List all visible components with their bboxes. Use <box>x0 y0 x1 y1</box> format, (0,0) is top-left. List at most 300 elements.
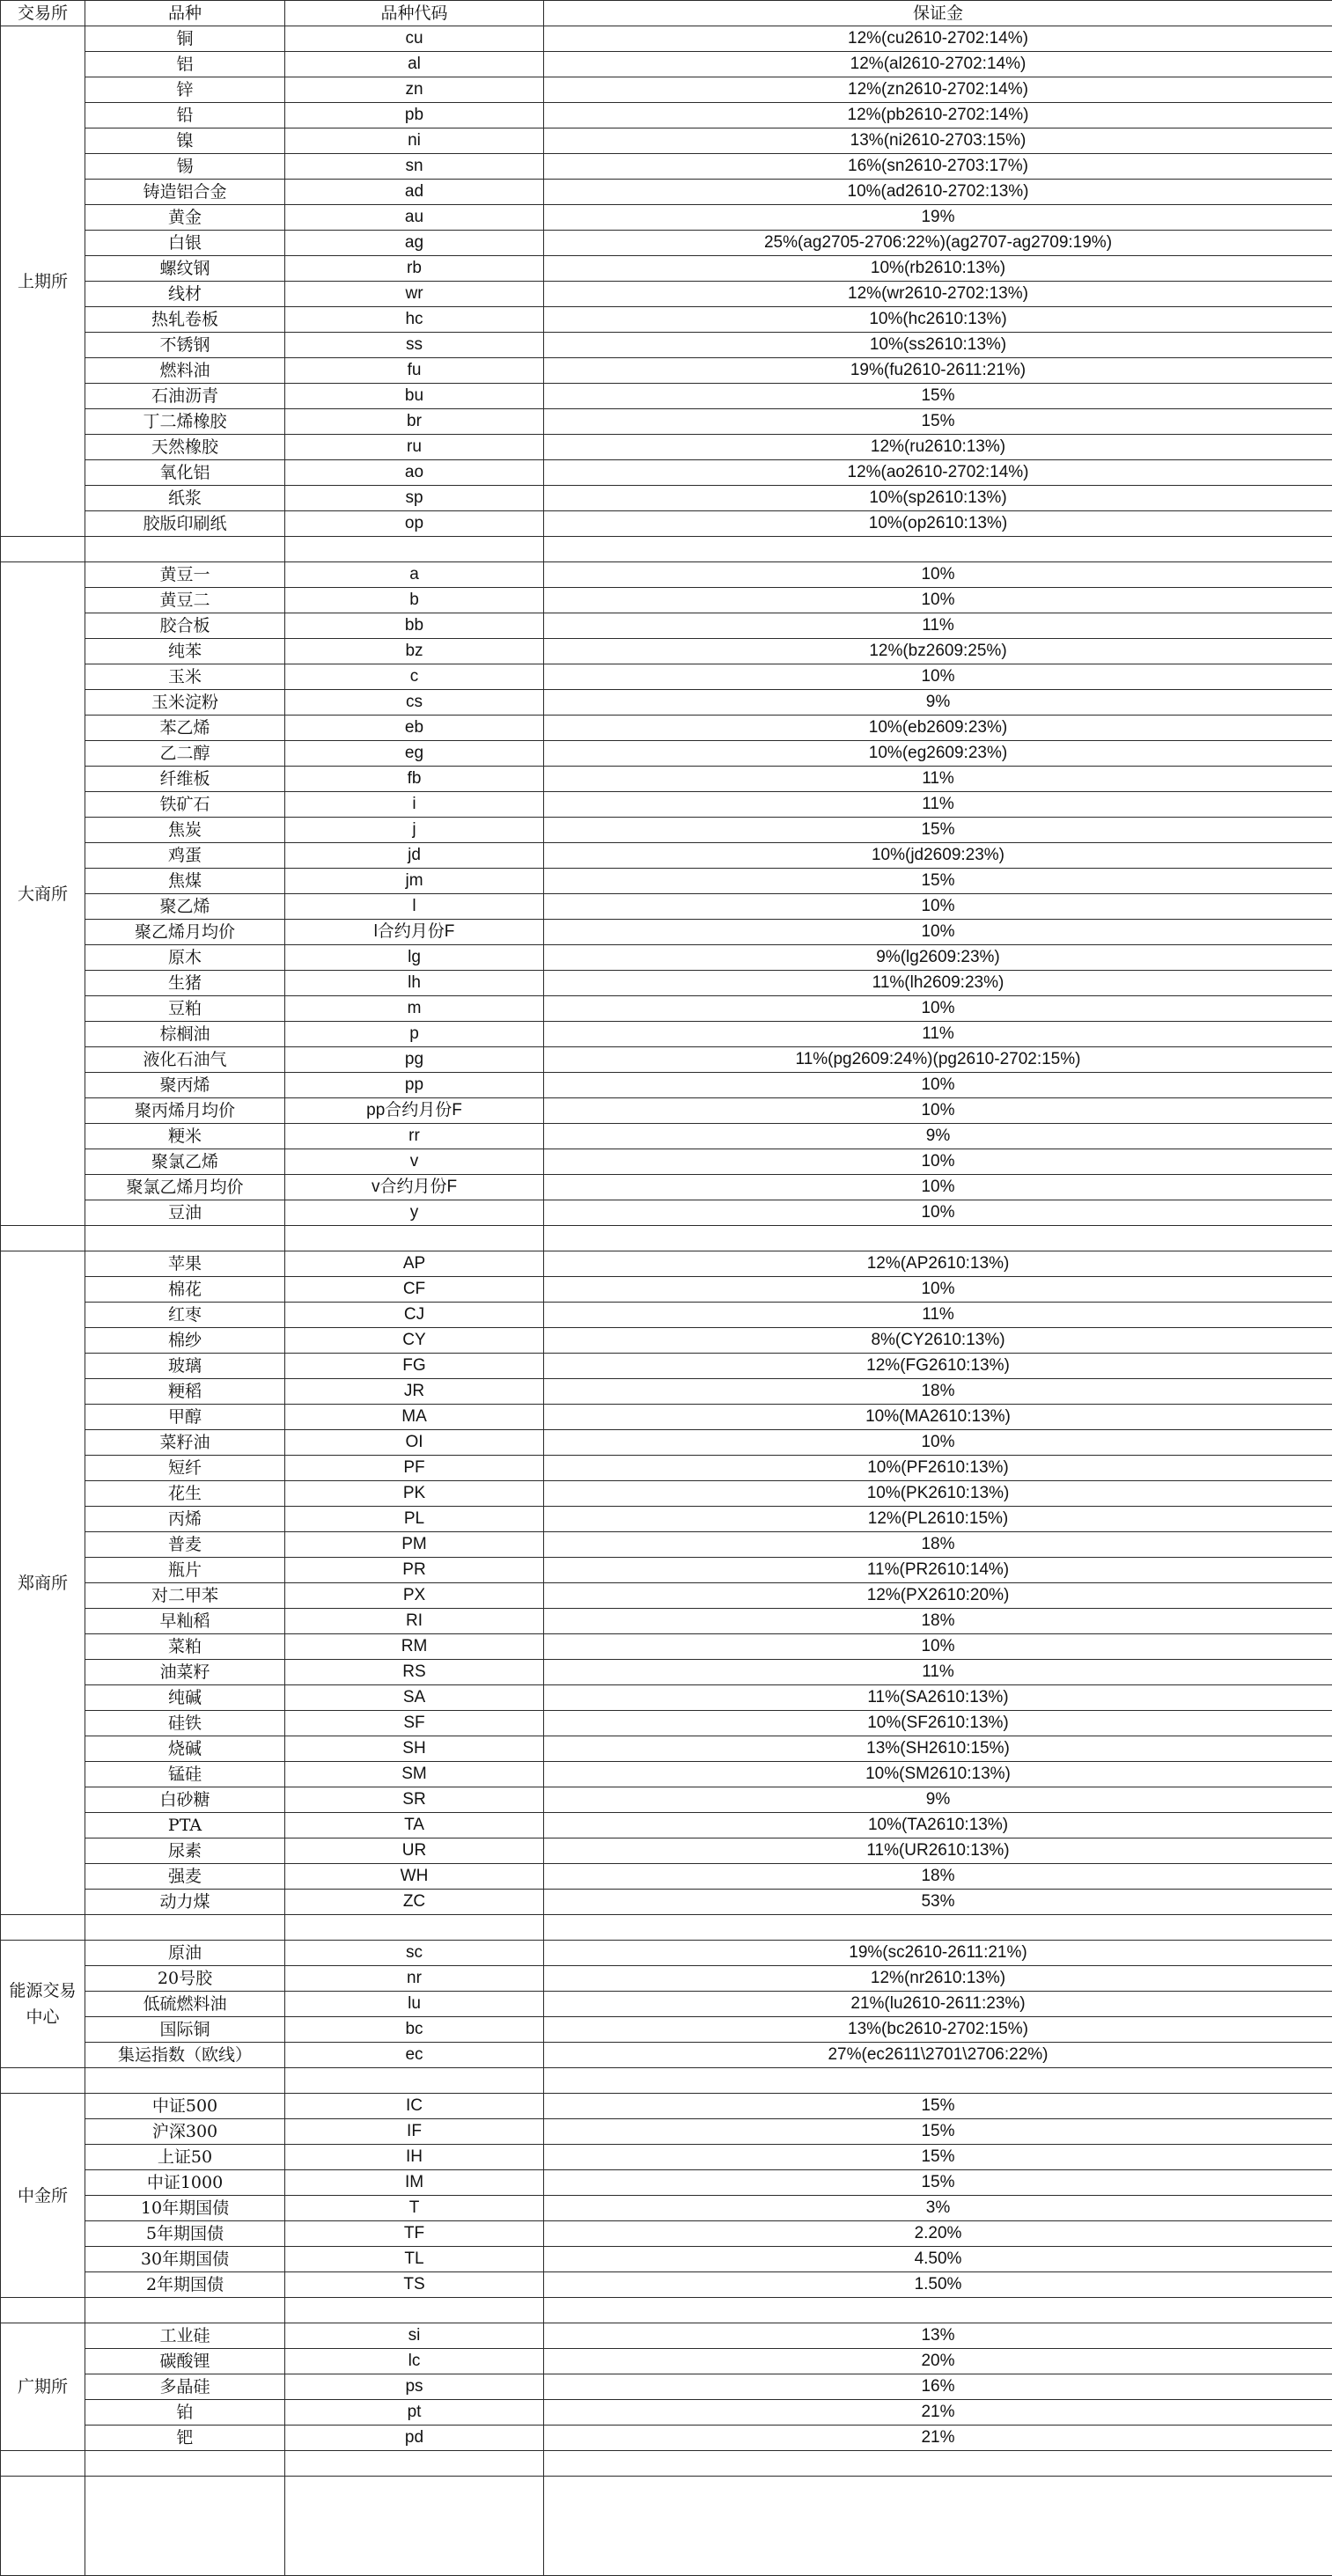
margin-cell: 27%(ec2611\2701\2706:22%) <box>544 2043 1332 2068</box>
table-row <box>1 2221 1332 2247</box>
margin-cell: 10% <box>544 1277 1332 1303</box>
margin-cell: 13%(ni2610-2703:15%) <box>544 128 1332 154</box>
table-row <box>1 2170 1332 2196</box>
table-row <box>1 2043 1332 2068</box>
table-row <box>1 767 1332 792</box>
product-code-cell: m <box>285 996 544 1022</box>
table-row <box>1 1379 1332 1405</box>
product-code-cell: pb <box>285 103 544 128</box>
product-code-cell: y <box>285 1200 544 1226</box>
header-code: 品种代码 <box>285 1 544 26</box>
product-code-cell: sn <box>285 154 544 180</box>
product-name-cell: 原油 <box>85 1941 285 1966</box>
margin-cell: 11%(lh2609:23%) <box>544 971 1332 996</box>
margin-cell: 12%(bz2609:25%) <box>544 639 1332 664</box>
table-row <box>1 1711 1332 1736</box>
product-name-cell: 铂 <box>85 2400 285 2426</box>
table-row <box>1 384 1332 409</box>
product-code-cell: ni <box>285 128 544 154</box>
product-name-cell: 中证1000 <box>85 2170 285 2196</box>
product-code-cell: br <box>285 409 544 435</box>
product-name-cell: 碳酸锂 <box>85 2349 285 2374</box>
table-row <box>1 869 1332 894</box>
empty-cell <box>85 2451 285 2477</box>
product-code-cell: hc <box>285 307 544 333</box>
product-code-cell: CF <box>285 1277 544 1303</box>
product-code-cell: lu <box>285 1992 544 2017</box>
product-name-cell: 纯碱 <box>85 1685 285 1711</box>
product-name-cell: 铜 <box>85 26 285 52</box>
margin-cell: 12%(PX2610:20%) <box>544 1583 1332 1609</box>
product-name-cell: 30年期国债 <box>85 2247 285 2272</box>
table-row <box>1 1456 1332 1481</box>
product-code-cell: bz <box>285 639 544 664</box>
product-name-cell: 20号胶 <box>85 1966 285 1992</box>
product-code-cell: AP <box>285 1251 544 1277</box>
product-code-cell: IF <box>285 2119 544 2145</box>
exchange-cell: 上期所 <box>1 26 85 537</box>
product-code-cell: pp合约月份F <box>285 1098 544 1124</box>
table-row <box>1 511 1332 537</box>
product-code-cell: zn <box>285 77 544 103</box>
table-row <box>1 1175 1332 1200</box>
separator-row <box>1 537 1332 562</box>
table-row <box>1 1532 1332 1558</box>
empty-cell <box>544 2298 1332 2323</box>
empty-cell <box>85 1226 285 1251</box>
table-row <box>1 409 1332 435</box>
table-row <box>1 2094 1332 2119</box>
margin-cell: 16%(sn2610-2703:17%) <box>544 154 1332 180</box>
margin-cell: 10% <box>544 1634 1332 1660</box>
table-row <box>1 1890 1332 1915</box>
product-name-cell: 锰硅 <box>85 1762 285 1787</box>
separator-row <box>1 2451 1332 2477</box>
table-body <box>1 26 1332 2477</box>
table-row <box>1 103 1332 128</box>
product-name-cell: 镍 <box>85 128 285 154</box>
table-row <box>1 256 1332 282</box>
product-code-cell: l合约月份F <box>285 920 544 945</box>
product-name-cell: 黄豆二 <box>85 588 285 613</box>
table-row <box>1 1813 1332 1838</box>
product-code-cell: SH <box>285 1736 544 1762</box>
margin-cell: 1.50% <box>544 2272 1332 2298</box>
table-row <box>1 690 1332 716</box>
product-name-cell: 普麦 <box>85 1532 285 1558</box>
table-row <box>1 1073 1332 1098</box>
product-name-cell: 聚氯乙烯月均价 <box>85 1175 285 1200</box>
margin-cell: 16% <box>544 2374 1332 2400</box>
margin-cell: 15% <box>544 818 1332 843</box>
product-name-cell: 上证50 <box>85 2145 285 2170</box>
product-name-cell: 胶版印刷纸 <box>85 511 285 537</box>
margin-cell: 15% <box>544 2145 1332 2170</box>
table-row <box>1 1354 1332 1379</box>
empty-cell <box>85 537 285 562</box>
table-row <box>1 1966 1332 1992</box>
product-code-cell: lh <box>285 971 544 996</box>
table-row <box>1 205 1332 231</box>
table-row <box>1 486 1332 511</box>
product-code-cell: si <box>285 2323 544 2349</box>
product-code-cell: rb <box>285 256 544 282</box>
product-name-cell: 铅 <box>85 103 285 128</box>
margin-cell: 9% <box>544 1787 1332 1813</box>
table-row <box>1 2426 1332 2451</box>
table-row <box>1 945 1332 971</box>
product-name-cell: 乙二醇 <box>85 741 285 767</box>
table-row <box>1 1303 1332 1328</box>
product-name-cell: 铁矿石 <box>85 792 285 818</box>
product-name-cell: 天然橡胶 <box>85 435 285 460</box>
product-name-cell: 国际铜 <box>85 2017 285 2043</box>
margin-cell: 11%(SA2610:13%) <box>544 1685 1332 1711</box>
empty-cell <box>285 2298 544 2323</box>
product-code-cell: OI <box>285 1430 544 1456</box>
margin-cell: 10%(SF2610:13%) <box>544 1711 1332 1736</box>
product-name-cell: 动力煤 <box>85 1890 285 1915</box>
empty-cell <box>1 1915 85 1941</box>
exchange-cell: 能源交易中心 <box>1 1941 85 2068</box>
product-code-cell: RI <box>285 1609 544 1634</box>
product-code-cell: p <box>285 1022 544 1047</box>
margin-cell: 21% <box>544 2400 1332 2426</box>
product-name-cell: 玉米淀粉 <box>85 690 285 716</box>
table-row <box>1 1634 1332 1660</box>
margin-cell: 10% <box>544 1175 1332 1200</box>
empty-cell <box>1 2477 85 2576</box>
header-row <box>1 1 1332 26</box>
product-name-cell: 鸡蛋 <box>85 843 285 869</box>
margin-cell: 12%(ru2610:13%) <box>544 435 1332 460</box>
product-code-cell: TS <box>285 2272 544 2298</box>
margin-cell: 12%(FG2610:13%) <box>544 1354 1332 1379</box>
product-code-cell: ZC <box>285 1890 544 1915</box>
product-code-cell: v合约月份F <box>285 1175 544 1200</box>
product-code-cell: bb <box>285 613 544 639</box>
table-row <box>1 1762 1332 1787</box>
product-name-cell: 白银 <box>85 231 285 256</box>
margin-cell: 15% <box>544 2170 1332 2196</box>
product-name-cell: 低硫燃料油 <box>85 1992 285 2017</box>
margin-cell: 10%(SM2610:13%) <box>544 1762 1332 1787</box>
product-name-cell: 花生 <box>85 1481 285 1507</box>
table-row <box>1 716 1332 741</box>
margin-cell: 10% <box>544 664 1332 690</box>
table-row <box>1 52 1332 77</box>
table-row <box>1 1736 1332 1762</box>
product-name-cell: 强麦 <box>85 1864 285 1890</box>
table-row <box>1 1941 1332 1966</box>
margin-cell: 12%(zn2610-2702:14%) <box>544 77 1332 103</box>
product-name-cell: 黄豆一 <box>85 562 285 588</box>
exchange-cell: 大商所 <box>1 562 85 1226</box>
product-code-cell: IH <box>285 2145 544 2170</box>
table-row <box>1 2196 1332 2221</box>
product-code-cell: sp <box>285 486 544 511</box>
product-name-cell: 粳稻 <box>85 1379 285 1405</box>
margin-cell: 10%(jd2609:23%) <box>544 843 1332 869</box>
product-code-cell: IM <box>285 2170 544 2196</box>
table-row <box>1 2272 1332 2298</box>
product-code-cell: UR <box>285 1838 544 1864</box>
margin-cell: 9%(lg2609:23%) <box>544 945 1332 971</box>
product-name-cell: 热轧卷板 <box>85 307 285 333</box>
product-code-cell: PM <box>285 1532 544 1558</box>
table-row <box>1 333 1332 358</box>
margin-cell: 12%(nr2610:13%) <box>544 1966 1332 1992</box>
margin-cell: 11% <box>544 1303 1332 1328</box>
product-code-cell: ps <box>285 2374 544 2400</box>
table-row <box>1 996 1332 1022</box>
margin-cell: 11% <box>544 1022 1332 1047</box>
table-row <box>1 1609 1332 1634</box>
margin-cell: 10% <box>544 1200 1332 1226</box>
product-name-cell: 聚乙烯 <box>85 894 285 920</box>
margin-cell: 10% <box>544 920 1332 945</box>
margin-cell: 18% <box>544 1609 1332 1634</box>
product-code-cell: PF <box>285 1456 544 1481</box>
product-name-cell: 10年期国债 <box>85 2196 285 2221</box>
product-code-cell: ss <box>285 333 544 358</box>
margin-cell: 10%(MA2610:13%) <box>544 1405 1332 1430</box>
margin-cell: 10% <box>544 894 1332 920</box>
table-row <box>1 1992 1332 2017</box>
table-row <box>1 792 1332 818</box>
product-name-cell: 铸造铝合金 <box>85 180 285 205</box>
product-code-cell: pt <box>285 2400 544 2426</box>
table-row <box>1 818 1332 843</box>
table-row <box>1 1200 1332 1226</box>
product-code-cell: op <box>285 511 544 537</box>
product-code-cell: eg <box>285 741 544 767</box>
margin-cell: 11% <box>544 613 1332 639</box>
margin-cell: 10%(PF2610:13%) <box>544 1456 1332 1481</box>
margin-cell: 15% <box>544 409 1332 435</box>
margin-cell: 15% <box>544 384 1332 409</box>
product-code-cell: WH <box>285 1864 544 1890</box>
product-code-cell: jm <box>285 869 544 894</box>
product-name-cell: 白砂糖 <box>85 1787 285 1813</box>
product-code-cell: PL <box>285 1507 544 1532</box>
margin-cell: 8%(CY2610:13%) <box>544 1328 1332 1354</box>
product-code-cell: rr <box>285 1124 544 1149</box>
table-row <box>1 1583 1332 1609</box>
empty-cell <box>544 1915 1332 1941</box>
product-code-cell: FG <box>285 1354 544 1379</box>
margin-cell: 10%(hc2610:13%) <box>544 307 1332 333</box>
product-name-cell: 不锈钢 <box>85 333 285 358</box>
product-name-cell: 焦炭 <box>85 818 285 843</box>
product-code-cell: ad <box>285 180 544 205</box>
table-row <box>1 1022 1332 1047</box>
product-name-cell: 硅铁 <box>85 1711 285 1736</box>
product-code-cell: bu <box>285 384 544 409</box>
product-name-cell: 聚氯乙烯 <box>85 1149 285 1175</box>
table-row <box>1 26 1332 52</box>
product-name-cell: 中证500 <box>85 2094 285 2119</box>
product-name-cell: 聚乙烯月均价 <box>85 920 285 945</box>
table-row <box>1 741 1332 767</box>
margin-cell: 12%(ao2610-2702:14%) <box>544 460 1332 486</box>
empty-cell <box>85 2477 285 2576</box>
product-name-cell: 粳米 <box>85 1124 285 1149</box>
product-code-cell: c <box>285 664 544 690</box>
margin-cell: 18% <box>544 1864 1332 1890</box>
table-row <box>1 358 1332 384</box>
product-name-cell: 烧碱 <box>85 1736 285 1762</box>
product-code-cell: i <box>285 792 544 818</box>
empty-cell <box>544 2068 1332 2094</box>
product-name-cell: PTA <box>85 1813 285 1838</box>
empty-cell <box>1 537 85 562</box>
separator-row <box>1 2068 1332 2094</box>
product-code-cell: cs <box>285 690 544 716</box>
product-name-cell: 线材 <box>85 282 285 307</box>
product-name-cell: 菜粕 <box>85 1634 285 1660</box>
table-row <box>1 128 1332 154</box>
product-code-cell: CJ <box>285 1303 544 1328</box>
table-row <box>1 843 1332 869</box>
product-code-cell: pg <box>285 1047 544 1073</box>
product-name-cell: 棉纱 <box>85 1328 285 1354</box>
table-row <box>1 2247 1332 2272</box>
product-code-cell: CY <box>285 1328 544 1354</box>
product-code-cell: jd <box>285 843 544 869</box>
product-code-cell: ag <box>285 231 544 256</box>
product-code-cell: nr <box>285 1966 544 1992</box>
product-name-cell: 石油沥青 <box>85 384 285 409</box>
margin-cell: 12%(wr2610-2702:13%) <box>544 282 1332 307</box>
product-name-cell: 苹果 <box>85 1251 285 1277</box>
product-name-cell: 玻璃 <box>85 1354 285 1379</box>
product-name-cell: 生猪 <box>85 971 285 996</box>
separator-row <box>1 1915 1332 1941</box>
product-name-cell: 燃料油 <box>85 358 285 384</box>
table-row <box>1 920 1332 945</box>
table-row <box>1 1558 1332 1583</box>
margin-cell: 12%(PL2610:15%) <box>544 1507 1332 1532</box>
product-name-cell: 液化石油气 <box>85 1047 285 1073</box>
table-row <box>1 77 1332 103</box>
product-code-cell: lg <box>285 945 544 971</box>
product-name-cell: 油菜籽 <box>85 1660 285 1685</box>
table-row <box>1 1685 1332 1711</box>
margin-cell: 11% <box>544 792 1332 818</box>
product-code-cell: TA <box>285 1813 544 1838</box>
product-name-cell: 尿素 <box>85 1838 285 1864</box>
product-name-cell: 早籼稻 <box>85 1609 285 1634</box>
empty-cell <box>1 2451 85 2477</box>
margin-cell: 13%(bc2610-2702:15%) <box>544 2017 1332 2043</box>
margin-cell: 10% <box>544 1098 1332 1124</box>
margin-cell: 11% <box>544 767 1332 792</box>
margin-cell: 3% <box>544 2196 1332 2221</box>
margin-cell: 10%(PK2610:13%) <box>544 1481 1332 1507</box>
empty-cell <box>544 2477 1332 2576</box>
margin-cell: 10%(ss2610:13%) <box>544 333 1332 358</box>
product-code-cell: a <box>285 562 544 588</box>
margin-cell: 10%(eb2609:23%) <box>544 716 1332 741</box>
product-name-cell: 2年期国债 <box>85 2272 285 2298</box>
table-row <box>1 1787 1332 1813</box>
margin-cell: 12%(cu2610-2702:14%) <box>544 26 1332 52</box>
table-row <box>1 971 1332 996</box>
margin-cell: 9% <box>544 1124 1332 1149</box>
product-name-cell: 集运指数（欧线） <box>85 2043 285 2068</box>
margin-cell: 10% <box>544 588 1332 613</box>
margin-cell: 11%(UR2610:13%) <box>544 1838 1332 1864</box>
empty-cell <box>544 1226 1332 1251</box>
table-row <box>1 1864 1332 1890</box>
margin-cell: 10% <box>544 562 1332 588</box>
exchange-cell: 中金所 <box>1 2094 85 2298</box>
margin-cell: 53% <box>544 1890 1332 1915</box>
product-code-cell: PK <box>285 1481 544 1507</box>
product-name-cell: 甲醇 <box>85 1405 285 1430</box>
product-code-cell: PX <box>285 1583 544 1609</box>
product-code-cell: SA <box>285 1685 544 1711</box>
margin-cell: 15% <box>544 2119 1332 2145</box>
product-name-cell: 多晶硅 <box>85 2374 285 2400</box>
margin-cell: 18% <box>544 1379 1332 1405</box>
table-row <box>1 1277 1332 1303</box>
table-row <box>1 307 1332 333</box>
table-row <box>1 1124 1332 1149</box>
empty-cell <box>85 2298 285 2323</box>
product-name-cell: 棉花 <box>85 1277 285 1303</box>
empty-cell <box>544 2451 1332 2477</box>
product-code-cell: sc <box>285 1941 544 1966</box>
product-name-cell: 纸浆 <box>85 486 285 511</box>
empty-cell <box>544 537 1332 562</box>
product-name-cell: 螺纹钢 <box>85 256 285 282</box>
table-row <box>1 1660 1332 1685</box>
product-code-cell: cu <box>285 26 544 52</box>
product-name-cell: 原木 <box>85 945 285 971</box>
product-code-cell: T <box>285 2196 544 2221</box>
product-code-cell: wr <box>285 282 544 307</box>
product-code-cell: lc <box>285 2349 544 2374</box>
empty-cell <box>285 537 544 562</box>
table-row <box>1 1251 1332 1277</box>
margin-cell: 18% <box>544 1532 1332 1558</box>
table-row <box>1 1098 1332 1124</box>
margin-cell: 12%(pb2610-2702:14%) <box>544 103 1332 128</box>
margin-cell: 10%(TA2610:13%) <box>544 1813 1332 1838</box>
margin-cell: 10%(ad2610-2702:13%) <box>544 180 1332 205</box>
margin-cell: 4.50% <box>544 2247 1332 2272</box>
product-code-cell: l <box>285 894 544 920</box>
margin-cell: 15% <box>544 2094 1332 2119</box>
margin-cell: 25%(ag2705-2706:22%)(ag2707-ag2709:19%) <box>544 231 1332 256</box>
product-code-cell: fb <box>285 767 544 792</box>
margin-cell: 13%(SH2610:15%) <box>544 1736 1332 1762</box>
product-name-cell: 纤维板 <box>85 767 285 792</box>
product-name-cell: 5年期国债 <box>85 2221 285 2247</box>
product-name-cell: 丙烯 <box>85 1507 285 1532</box>
table-row <box>1 231 1332 256</box>
margin-cell: 10%(op2610:13%) <box>544 511 1332 537</box>
table-row <box>1 460 1332 486</box>
product-name-cell: 红枣 <box>85 1303 285 1328</box>
table-row <box>1 2323 1332 2349</box>
product-name-cell: 苯乙烯 <box>85 716 285 741</box>
product-code-cell: al <box>285 52 544 77</box>
empty-cell <box>285 2477 544 2576</box>
table-row <box>1 1405 1332 1430</box>
